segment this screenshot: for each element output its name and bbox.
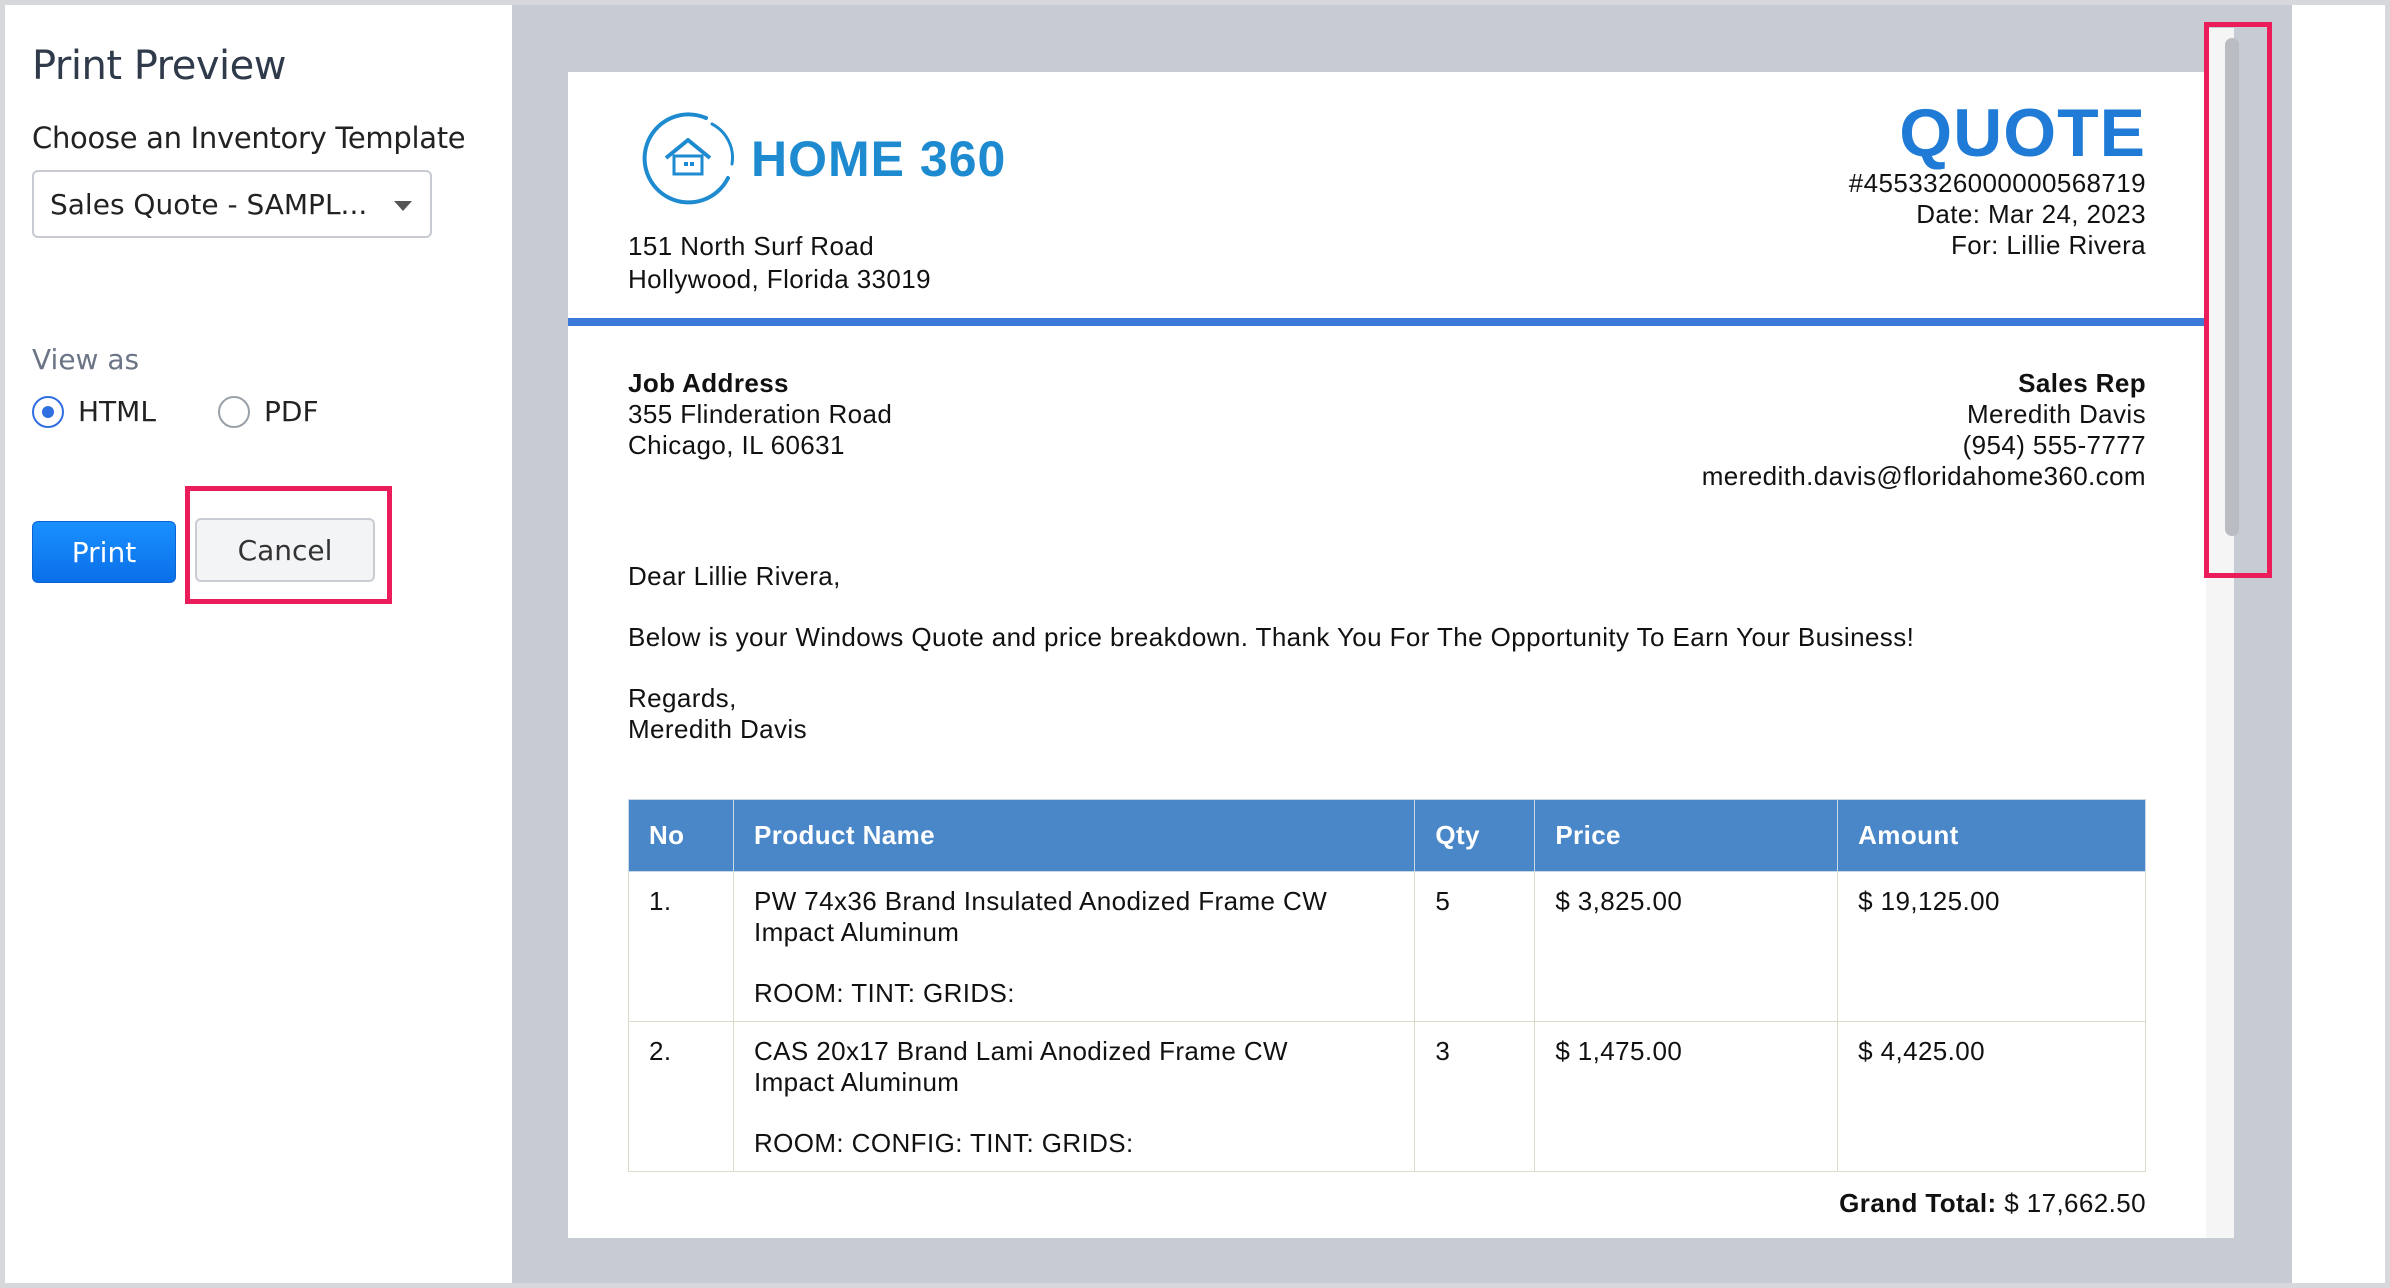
print-options-sidebar	[5, 5, 512, 1283]
radio-pdf[interactable]	[218, 396, 250, 428]
template-selected-value: Sales Quote - SAMPL...	[50, 187, 368, 221]
closing: Regards,	[628, 683, 737, 713]
table-row	[629, 1022, 2146, 1172]
job-address-line1: 355 Flinderation Road	[628, 399, 893, 429]
chevron-down-icon	[394, 201, 412, 211]
letter-body: Below is your Windows Quote and price breakdown. Thank You For The Opportunity To Earn Your Business!	[628, 622, 1915, 652]
template-select[interactable]	[32, 170, 432, 238]
sales-rep-name: Meredith Davis	[1967, 399, 2146, 429]
cell-amount: $ 4,425.00	[1838, 1022, 2146, 1172]
table-header-row	[629, 800, 2146, 872]
scrollbar-highlight-box	[2204, 22, 2272, 578]
greeting: Dear Lillie Rivera,	[628, 561, 841, 591]
products-table	[628, 799, 2146, 1172]
product-name-line2: Impact Aluminum	[753, 917, 960, 947]
column-header: No	[629, 800, 734, 872]
company-address-line2: Hollywood, Florida 33019	[628, 264, 931, 294]
product-name-line1: CAS 20x17 Brand Lami Anodized Frame CW	[753, 1036, 1288, 1066]
grand-total-label: Grand Total:	[1839, 1188, 1997, 1218]
cell-no: 2.	[629, 1022, 734, 1172]
cell-no: 1.	[629, 872, 734, 1022]
quote-date: Date: Mar 24, 2023	[1916, 199, 2146, 229]
header-divider	[568, 318, 2206, 326]
cell-price: $ 3,825.00	[1535, 872, 1838, 1022]
sales-rep	[1702, 368, 2146, 492]
product-room: ROOM: TINT: GRIDS:	[753, 978, 1015, 1008]
column-header: Product Name	[733, 800, 1414, 872]
job-address	[628, 368, 892, 461]
quote-document	[568, 72, 2206, 1238]
job-address-heading: Job Address	[628, 368, 789, 398]
cell-product-name	[733, 872, 1414, 1022]
company-address-line1: 151 North Surf Road	[628, 231, 875, 261]
company-address	[628, 230, 931, 296]
view-as-label: View as	[32, 343, 140, 376]
sales-rep-email: meredith.davis@floridahome360.com	[1701, 461, 2146, 491]
product-name-line2: Impact Aluminum	[753, 1067, 960, 1097]
product-room: ROOM: CONFIG: TINT: GRIDS:	[753, 1128, 1134, 1158]
view-as-pdf-option[interactable]	[218, 395, 319, 428]
brand-name: HOME 360	[751, 131, 1007, 187]
job-address-line2: Chicago, IL 60631	[628, 430, 845, 460]
quote-meta	[1849, 168, 2146, 261]
print-button[interactable]: Print	[32, 521, 176, 583]
cell-price: $ 1,475.00	[1535, 1022, 1838, 1172]
page-title: Print Preview	[32, 43, 286, 89]
table-row	[629, 872, 2146, 1022]
product-name-line1: PW 74x36 Brand Insulated Anodized Frame CW	[753, 886, 1328, 916]
template-label: Choose an Inventory Template	[32, 121, 466, 155]
grand-total	[1839, 1188, 2146, 1219]
cancel-button[interactable]: Cancel	[195, 518, 375, 582]
quote-heading: QUOTE	[1899, 95, 2146, 171]
letter-closing	[628, 683, 807, 745]
signature: Meredith Davis	[628, 714, 807, 744]
grand-total-value: $ 17,662.50	[2004, 1188, 2146, 1218]
radio-pdf-label: PDF	[264, 395, 319, 428]
column-header: Price	[1535, 800, 1838, 872]
quote-for: For: Lillie Rivera	[1950, 230, 2146, 260]
column-header: Amount	[1838, 800, 2146, 872]
radio-html-label: HTML	[78, 395, 156, 428]
sales-rep-phone: (954) 555-7777	[1962, 430, 2146, 460]
quote-number: #4553326000000568719	[1848, 168, 2146, 198]
view-as-html-option[interactable]	[32, 395, 156, 428]
column-header: Qty	[1415, 800, 1535, 872]
radio-html[interactable]	[32, 396, 64, 428]
cell-qty: 5	[1415, 872, 1535, 1022]
cancel-highlight-box	[185, 486, 392, 604]
cell-amount: $ 19,125.00	[1838, 872, 2146, 1022]
cell-qty: 3	[1415, 1022, 1535, 1172]
cell-product-name	[733, 1022, 1414, 1172]
sales-rep-heading: Sales Rep	[2018, 368, 2146, 398]
house-logo-icon	[636, 108, 746, 208]
